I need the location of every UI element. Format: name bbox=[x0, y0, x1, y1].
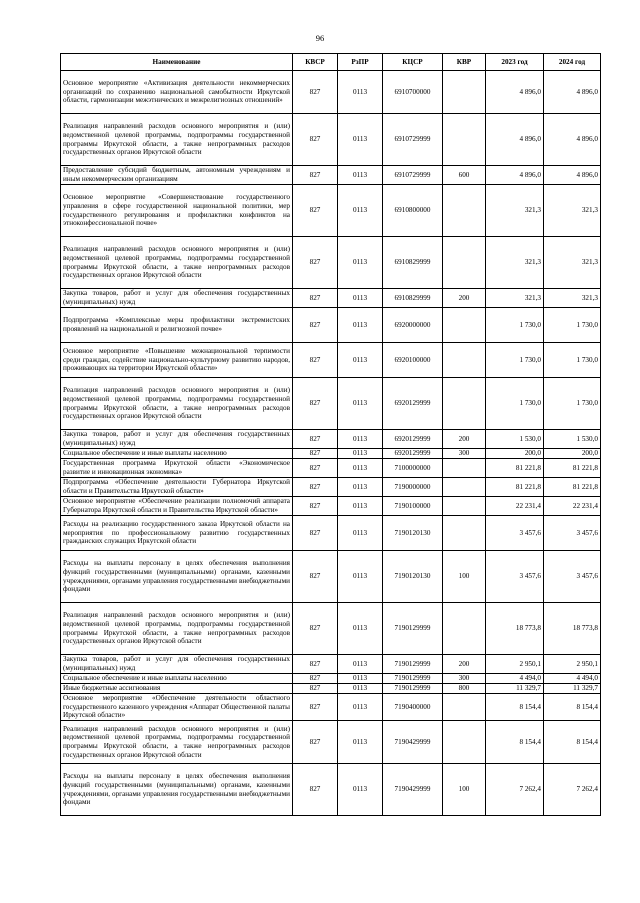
header-kcsr: КЦСР bbox=[383, 54, 443, 71]
row-rzpr: 0113 bbox=[338, 378, 383, 430]
row-2024: 8 154,4 bbox=[544, 721, 601, 764]
row-rzpr: 0113 bbox=[338, 308, 383, 343]
row-ksvr: 827 bbox=[293, 308, 338, 343]
row-kcsr: 6920129999 bbox=[383, 430, 443, 449]
row-kvr bbox=[443, 721, 486, 764]
row-kcsr: 6910829999 bbox=[383, 289, 443, 308]
row-2023: 22 231,4 bbox=[486, 497, 544, 516]
row-2024: 4 896,0 bbox=[544, 71, 601, 114]
row-name: Реализация направлений расходов основного мероприятия и (или) ведомственной целевой программы, подпрограммы государственной программы Иркутской области, а также непрограммных расходов государственных органов Иркутской области bbox=[61, 721, 293, 764]
row-name: Расходы на выплаты персоналу в целях обеспечения выполнения функций государственными (муниципальными) органами, казенными учреждениями, органами управления государственными внебюджетными фондами bbox=[61, 764, 293, 816]
row-name: Закупка товаров, работ и услуг для обеспечения государственных (муниципальных) нужд bbox=[61, 430, 293, 449]
row-ksvr: 827 bbox=[293, 497, 338, 516]
row-kvr: 600 bbox=[443, 166, 486, 185]
row-ksvr: 827 bbox=[293, 343, 338, 378]
row-rzpr: 0113 bbox=[338, 684, 383, 694]
row-kvr: 300 bbox=[443, 449, 486, 459]
row-kvr: 200 bbox=[443, 655, 486, 674]
header-kvr: КВР bbox=[443, 54, 486, 71]
row-kvr bbox=[443, 185, 486, 237]
row-2024: 321,3 bbox=[544, 185, 601, 237]
row-kvr bbox=[443, 478, 486, 497]
row-rzpr: 0113 bbox=[338, 694, 383, 721]
row-2024: 4 896,0 bbox=[544, 114, 601, 166]
row-kvr: 200 bbox=[443, 430, 486, 449]
row-kvr: 300 bbox=[443, 674, 486, 684]
row-rzpr: 0113 bbox=[338, 449, 383, 459]
page-number: 96 bbox=[315, 33, 325, 43]
row-kcsr: 7190120130 bbox=[383, 551, 443, 603]
row-2024: 18 773,8 bbox=[544, 603, 601, 655]
row-kvr bbox=[443, 71, 486, 114]
row-name: Реализация направлений расходов основного мероприятия и (или) ведомственной целевой программы, подпрограммы государственной программы Иркутской области, а также непрограммных расходов государственных органов Иркутской области bbox=[61, 378, 293, 430]
row-name: Реализация направлений расходов основного мероприятия и (или) ведомственной целевой программы, подпрограммы государственной программы Иркутской области, а также непрограммных расходов государственных органов Иркутской области bbox=[61, 237, 293, 289]
row-2023: 200,0 bbox=[486, 449, 544, 459]
row-name: Основное мероприятие «Повышение межнациональной терпимости среди граждан, содействие национально-культурному развитию народов, проживающих на территории Иркутской области» bbox=[61, 343, 293, 378]
row-name: Подпрограмма «Обеспечение деятельности Губернатора Иркутской области и Правительства Иркутской области» bbox=[61, 478, 293, 497]
row-rzpr: 0113 bbox=[338, 721, 383, 764]
row-kvr bbox=[443, 114, 486, 166]
row-rzpr: 0113 bbox=[338, 764, 383, 816]
row-2024: 22 231,4 bbox=[544, 497, 601, 516]
row-kvr: 100 bbox=[443, 764, 486, 816]
row-rzpr: 0113 bbox=[338, 71, 383, 114]
row-ksvr: 827 bbox=[293, 655, 338, 674]
row-2023: 321,3 bbox=[486, 185, 544, 237]
row-ksvr: 827 bbox=[293, 694, 338, 721]
row-2024: 2 950,1 bbox=[544, 655, 601, 674]
table-row bbox=[61, 185, 601, 237]
table-row bbox=[61, 378, 601, 430]
row-kcsr: 6920000000 bbox=[383, 308, 443, 343]
row-2023: 1 530,0 bbox=[486, 430, 544, 449]
row-ksvr: 827 bbox=[293, 71, 338, 114]
row-name: Социальное обеспечение и иные выплаты населению bbox=[61, 674, 293, 684]
row-2024: 1 530,0 bbox=[544, 430, 601, 449]
row-kcsr: 7190000000 bbox=[383, 478, 443, 497]
row-ksvr: 827 bbox=[293, 237, 338, 289]
row-kcsr: 6910729999 bbox=[383, 166, 443, 185]
row-2023: 4 494,0 bbox=[486, 674, 544, 684]
table-row bbox=[61, 721, 601, 764]
row-kvr: 800 bbox=[443, 684, 486, 694]
table-row bbox=[61, 308, 601, 343]
row-2023: 1 730,0 bbox=[486, 378, 544, 430]
row-2023: 18 773,8 bbox=[486, 603, 544, 655]
row-rzpr: 0113 bbox=[338, 185, 383, 237]
row-name: Основное мероприятие «Обеспечение деятельности областного государственного казенного учреждения «Аппарат Общественной палаты Иркутской области» bbox=[61, 694, 293, 721]
row-2024: 1 730,0 bbox=[544, 378, 601, 430]
row-2023: 81 221,8 bbox=[486, 459, 544, 478]
row-ksvr: 827 bbox=[293, 721, 338, 764]
row-kcsr: 6910800000 bbox=[383, 185, 443, 237]
row-2023: 4 896,0 bbox=[486, 114, 544, 166]
row-2023: 81 221,8 bbox=[486, 478, 544, 497]
row-2024: 4 896,0 bbox=[544, 166, 601, 185]
row-ksvr: 827 bbox=[293, 114, 338, 166]
row-2024: 3 457,6 bbox=[544, 551, 601, 603]
row-2024: 7 262,4 bbox=[544, 764, 601, 816]
table-row bbox=[61, 343, 601, 378]
row-kcsr: 7190129999 bbox=[383, 684, 443, 694]
row-rzpr: 0113 bbox=[338, 551, 383, 603]
row-kcsr: 6920129999 bbox=[383, 449, 443, 459]
row-kcsr: 7100000000 bbox=[383, 459, 443, 478]
row-rzpr: 0113 bbox=[338, 237, 383, 289]
row-ksvr: 827 bbox=[293, 378, 338, 430]
table-row bbox=[61, 655, 601, 674]
header-2024: 2024 год bbox=[544, 54, 601, 71]
row-2023: 11 329,7 bbox=[486, 684, 544, 694]
row-kvr bbox=[443, 378, 486, 430]
row-2023: 2 950,1 bbox=[486, 655, 544, 674]
table-row bbox=[61, 237, 601, 289]
row-2024: 4 494,0 bbox=[544, 674, 601, 684]
row-ksvr: 827 bbox=[293, 603, 338, 655]
row-kcsr: 6910829999 bbox=[383, 237, 443, 289]
row-kcsr: 7190400000 bbox=[383, 694, 443, 721]
row-kcsr: 7190129999 bbox=[383, 674, 443, 684]
row-rzpr: 0113 bbox=[338, 166, 383, 185]
row-kvr: 100 bbox=[443, 551, 486, 603]
row-rzpr: 0113 bbox=[338, 516, 383, 551]
table-row bbox=[61, 551, 601, 603]
row-name: Расходы на выплаты персоналу в целях обеспечения выполнения функций государственными (муниципальными) органами, казенными учреждениями, органами управления государственными внебюджетными фондами bbox=[61, 551, 293, 603]
row-kvr bbox=[443, 343, 486, 378]
row-kvr bbox=[443, 308, 486, 343]
row-rzpr: 0113 bbox=[338, 289, 383, 308]
table-row bbox=[61, 603, 601, 655]
row-kvr bbox=[443, 459, 486, 478]
row-2024: 8 154,4 bbox=[544, 694, 601, 721]
row-ksvr: 827 bbox=[293, 684, 338, 694]
row-2023: 1 730,0 bbox=[486, 343, 544, 378]
row-2023: 7 262,4 bbox=[486, 764, 544, 816]
row-2024: 1 730,0 bbox=[544, 308, 601, 343]
row-kcsr: 7190429999 bbox=[383, 764, 443, 816]
row-2024: 11 329,7 bbox=[544, 684, 601, 694]
row-kcsr: 7190100000 bbox=[383, 497, 443, 516]
row-name: Подпрограмма «Комплексные меры профилактики экстремистских проявлений на национальной и религиозной почве» bbox=[61, 308, 293, 343]
row-name: Иные бюджетные ассигнования bbox=[61, 684, 293, 694]
table-row bbox=[61, 674, 601, 684]
header-ksvr: КВСР bbox=[293, 54, 338, 71]
row-2023: 8 154,4 bbox=[486, 721, 544, 764]
table-body bbox=[61, 71, 601, 816]
row-kcsr: 7190129999 bbox=[383, 603, 443, 655]
row-rzpr: 0113 bbox=[338, 343, 383, 378]
row-name: Государственная программа Иркутской области «Экономическое развитие и инновационная экономика» bbox=[61, 459, 293, 478]
row-rzpr: 0113 bbox=[338, 497, 383, 516]
row-rzpr: 0113 bbox=[338, 655, 383, 674]
row-kcsr: 6910729999 bbox=[383, 114, 443, 166]
row-kcsr: 6920129999 bbox=[383, 378, 443, 430]
row-kvr bbox=[443, 497, 486, 516]
row-kvr bbox=[443, 237, 486, 289]
table-row bbox=[61, 459, 601, 478]
table-row bbox=[61, 166, 601, 185]
table-row bbox=[61, 114, 601, 166]
row-rzpr: 0113 bbox=[338, 603, 383, 655]
row-2023: 321,3 bbox=[486, 237, 544, 289]
row-kcsr: 7190129999 bbox=[383, 655, 443, 674]
row-name: Основное мероприятие «Активизация деятельности некоммерческих организаций по сохранению национальной самобытности Иркутской области, гармонизации межэтнических и межрелигиозных отношений» bbox=[61, 71, 293, 114]
row-kcsr: 6920100000 bbox=[383, 343, 443, 378]
row-2024: 3 457,6 bbox=[544, 516, 601, 551]
table-row bbox=[61, 764, 601, 816]
row-2023: 3 457,6 bbox=[486, 551, 544, 603]
header-name: Наименование bbox=[61, 54, 293, 71]
header-2023: 2023 год bbox=[486, 54, 544, 71]
row-2023: 321,3 bbox=[486, 289, 544, 308]
row-2023: 4 896,0 bbox=[486, 166, 544, 185]
table-row bbox=[61, 694, 601, 721]
row-2023: 4 896,0 bbox=[486, 71, 544, 114]
row-name: Закупка товаров, работ и услуг для обеспечения государственных (муниципальных) нужд bbox=[61, 655, 293, 674]
table-header-row bbox=[61, 54, 601, 71]
row-2023: 8 154,4 bbox=[486, 694, 544, 721]
table-row bbox=[61, 71, 601, 114]
row-ksvr: 827 bbox=[293, 516, 338, 551]
table-row bbox=[61, 449, 601, 459]
row-ksvr: 827 bbox=[293, 166, 338, 185]
row-2023: 3 457,6 bbox=[486, 516, 544, 551]
row-name: Реализация направлений расходов основного мероприятия и (или) ведомственной целевой программы, подпрограммы государственной программы Иркутской области, а также непрограммных расходов государственных органов Иркутской области bbox=[61, 603, 293, 655]
row-rzpr: 0113 bbox=[338, 459, 383, 478]
row-name: Социальное обеспечение и иные выплаты населению bbox=[61, 449, 293, 459]
row-rzpr: 0113 bbox=[338, 478, 383, 497]
row-ksvr: 827 bbox=[293, 459, 338, 478]
row-rzpr: 0113 bbox=[338, 430, 383, 449]
row-name: Закупка товаров, работ и услуг для обеспечения государственных (муниципальных) нужд bbox=[61, 289, 293, 308]
row-ksvr: 827 bbox=[293, 289, 338, 308]
table-row bbox=[61, 430, 601, 449]
row-name: Реализация направлений расходов основного мероприятия и (или) ведомственной целевой программы, подпрограммы государственной программы Иркутской области, а также непрограммных расходов государственных органов Иркутской области bbox=[61, 114, 293, 166]
row-ksvr: 827 bbox=[293, 449, 338, 459]
table-row bbox=[61, 516, 601, 551]
row-2024: 81 221,8 bbox=[544, 478, 601, 497]
row-rzpr: 0113 bbox=[338, 674, 383, 684]
table-row bbox=[61, 478, 601, 497]
row-kcsr: 7190120130 bbox=[383, 516, 443, 551]
row-2024: 1 730,0 bbox=[544, 343, 601, 378]
row-ksvr: 827 bbox=[293, 185, 338, 237]
table-row bbox=[61, 684, 601, 694]
row-2024: 321,3 bbox=[544, 289, 601, 308]
row-ksvr: 827 bbox=[293, 674, 338, 684]
row-kvr bbox=[443, 516, 486, 551]
row-ksvr: 827 bbox=[293, 551, 338, 603]
row-name: Предоставление субсидий бюджетным, автономным учреждениям и иным некоммерческим организациям bbox=[61, 166, 293, 185]
row-kvr bbox=[443, 694, 486, 721]
row-ksvr: 827 bbox=[293, 764, 338, 816]
header-rzpr: РзПР bbox=[338, 54, 383, 71]
row-ksvr: 827 bbox=[293, 430, 338, 449]
row-kcsr: 6910700000 bbox=[383, 71, 443, 114]
table-row bbox=[61, 497, 601, 516]
row-2023: 1 730,0 bbox=[486, 308, 544, 343]
row-kcsr: 7190429999 bbox=[383, 721, 443, 764]
row-kvr bbox=[443, 603, 486, 655]
row-2024: 321,3 bbox=[544, 237, 601, 289]
row-ksvr: 827 bbox=[293, 478, 338, 497]
row-name: Основное мероприятие «Обеспечение реализации полномочий аппарата Губернатора Иркутской области и Правительства Иркутской области» bbox=[61, 497, 293, 516]
row-kvr: 200 bbox=[443, 289, 486, 308]
row-name: Основное мероприятие «Совершенствование государственного управления в сфере государственной национальной политики, мер государственного регулирования и профилактики конфликтов на этноконфессиональной почве» bbox=[61, 185, 293, 237]
row-2024: 200,0 bbox=[544, 449, 601, 459]
table-row bbox=[61, 289, 601, 308]
row-rzpr: 0113 bbox=[338, 114, 383, 166]
row-name: Расходы на реализацию государственного заказа Иркутской области на мероприятия по профессиональному развитию государственных гражданских служащих Иркутской области bbox=[61, 516, 293, 551]
row-2024: 81 221,8 bbox=[544, 459, 601, 478]
budget-table bbox=[60, 53, 601, 816]
